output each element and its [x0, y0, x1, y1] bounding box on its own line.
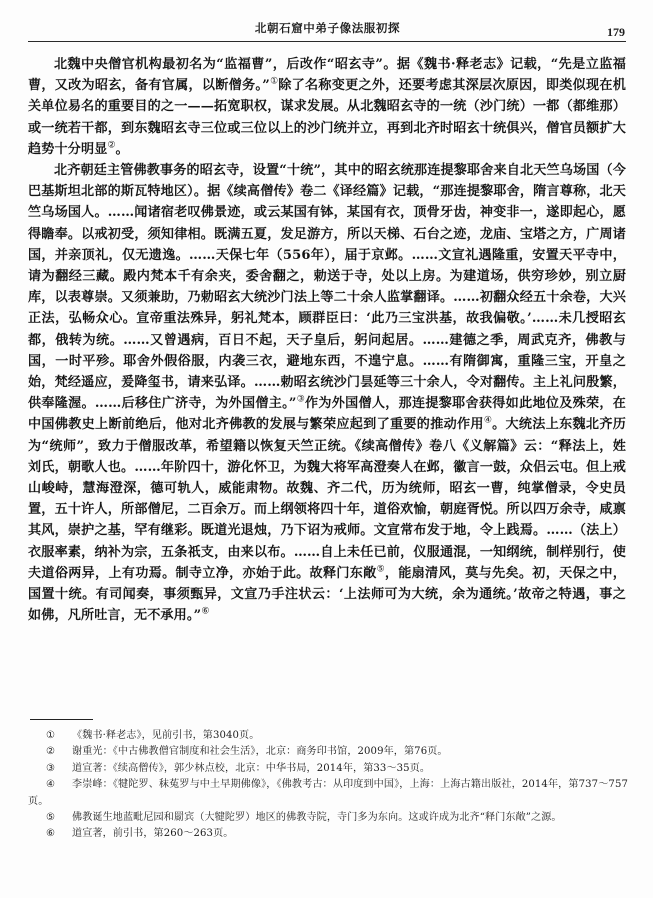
- footnote-text: 佛教诞生地蓝毗尼园和罽宾（大犍陀罗）地区的佛教寺院，寺门多为东向。这或许成为北齐“释门东敞”之源。: [72, 812, 562, 824]
- footnote-marker: ③: [46, 762, 56, 774]
- footnote-reference[interactable]: ⑤: [376, 564, 385, 575]
- footnote-reference[interactable]: ④: [483, 416, 493, 427]
- footnote-marker: ④: [46, 779, 56, 791]
- footnote-marker: ②: [46, 746, 56, 758]
- paragraph: [28, 160, 626, 626]
- footnote-text: 《魏书·释老志》，见前引书，第3040页。: [72, 730, 260, 741]
- paragraph: [28, 54, 626, 160]
- paragraph-text: 。: [115, 141, 129, 157]
- footnote-marker: ⑥: [46, 828, 56, 840]
- footnote-item: [28, 826, 628, 842]
- footnote-reference[interactable]: ②: [107, 140, 116, 151]
- footnote-reference[interactable]: ⑥: [201, 606, 210, 617]
- footnote-item: [28, 761, 628, 777]
- page-number: 179: [607, 25, 625, 39]
- footnote-text: 谢重光：《中古佛教僧官制度和社会生活》，北京：商务印书馆，2009年，第76页。: [72, 746, 448, 758]
- footnote-item: [28, 728, 628, 744]
- footnote-text: 道宣著：《续高僧传》，郭少林点校，北京：中华书局，2014年，第33～35页。: [72, 762, 431, 774]
- footnote-item: [28, 777, 628, 810]
- footnote-marker: ⑤: [46, 812, 56, 824]
- footnote-text: 李崇峰：《犍陀罗、秣菟罗与中土早期佛像》，《佛教考古：从印度到中国》，上海：上海古籍出版社，2014年，第737～757页。: [28, 779, 628, 807]
- footnote-divider: [30, 719, 93, 720]
- paragraph-text: 。大统法上东魏北齐历为“统师”，致力于僧服改革，希望籍以恢复天竺正统。《续高僧传》卷八《义解篇》云：“释法上，姓刘氏，朝歌人也。……年阶四十，游化怀卫，为魏大将军高澄奏人在邺，徽言一鼓，众侣云屯。但上戒山峻峙，慧海澄深，德可轨人，威能肃物。故魏、齐二代，历为统师，昭玄一曹，纯掌僧录，令史员置，五十许人，所部僧尼，二百余万。而上纲领将四十年，道俗欢愉，朝庭胥悦。所以四万余寺，咸禀其风，崇护之基，罕有继彩。既道光退烛，乃下诏为戒师。文宣常布发于地，令上践焉。……（法上）衣服率素，纳补为宗，五条祇支，由来以布。……自上未任已前，仪服通混，一知纲统，制样别行，使夫道俗两异，上有功焉。制寺立净，亦始于此。故释门东敞: [28, 417, 626, 581]
- footnote-reference[interactable]: ①: [269, 76, 279, 87]
- paragraph-text: ，能扇清风，莫与先矣。初，天保之中，国置十统。有司闻奏，事须甄异，文宣乃手注状云：‘上法师可为大统，余为通统。’故帝之特遇，事之如佛，凡所吐言，无不承用。”: [28, 565, 626, 624]
- paragraph-text: 北齐朝廷主管佛教事务的昭玄寺，设置“十统”，其中的昭玄统那连提黎耶舍来自北天竺乌场国（今巴基斯坦北部的斯瓦特地区）。据《续高僧传》卷二《译经篇》记载，“那连提黎耶舍，隋言尊称，北天竺乌场国人。……闻诸宿老叹佛景迹，或云某国有钵，某国有衣，顶骨牙齿，神变非一，遂即起心，愿得瞻奉。以戒初受，须知律相。既满五夏，发足游方，所以天梯、石台之迹，龙庙、宝塔之方，广周诸国，并亲顶礼，仅无遗逸。……天保七年（556年），届于京邺。……文宣礼遇隆重，安置天平寺中，请为翻经三藏。殿内梵本千有余夹，委舍翻之，勅送于寺，处以上房。为建道场，供穷珍妙，别立厨库，以表尊崇。又须兼助，乃勅昭玄大统沙门法上等二十余人监掌翻译。……初翻众经五十余卷，大兴正法，弘畅众心。宣帝重法殊异，躬礼梵本，顾群臣曰：‘此乃三宝洪基，故我偏敬。’……未几授昭玄都，俄转为统。……又曾遇病，百日不起，天子皇后，躬问起居。……建德之季，周武克齐，佛教与国，一时平殄。耶舍外假俗服，内袭三衣，避地东西，不遑宁息。……有隋御寓，重隆三宝，开皇之始，梵经遥应，爰降玺书，请来弘译。……勅昭玄统沙门昙延等三十余人，令对翻传。主上礼问殷繁，供奉隆渥。……后移住广济寺，为外国僧主。”: [28, 163, 626, 412]
- footnote-item: [28, 810, 628, 826]
- header-divider: [28, 41, 626, 42]
- running-head: [30, 20, 625, 40]
- footnote-text: 道宣著，前引书，第260～263页。: [72, 828, 234, 840]
- footnote-item: [28, 744, 628, 760]
- running-head-title: 北朝石窟中弟子像法服初探: [254, 21, 401, 35]
- footnote-marker: ①: [46, 730, 56, 741]
- body-text: [28, 54, 626, 626]
- paragraph-text: 除了名称变更之外，还要考虑其深层次原因，即类似现在机关单位易名的重要目的之一——拓宽职权，谋求发展。从北魏昭玄寺的一统（沙门统）一都（都维那）或一统若干都，到东魏昭玄寺三位或三位以上的沙门统并立，再到北齐时昭玄十统俱兴，僧官员额扩大趋势十分明显: [28, 78, 626, 157]
- paragraph-text: 作为外国僧人，那连提黎耶舍获得如此地位及殊荣，在中国佛教史上断前绝后，他对北齐佛教的发展与繁荣应起到了重要的推动作用: [28, 396, 626, 433]
- footnote-reference[interactable]: ③: [296, 394, 305, 405]
- paragraph-text: 北魏中央僧官机构最初名为“监福曹”，后改作“昭玄寺”。据《魏书·释老志》记载，“先是立监福曹，又改为昭玄，备有官属，以断僧务。”: [28, 57, 626, 94]
- footnote-list: [28, 728, 628, 843]
